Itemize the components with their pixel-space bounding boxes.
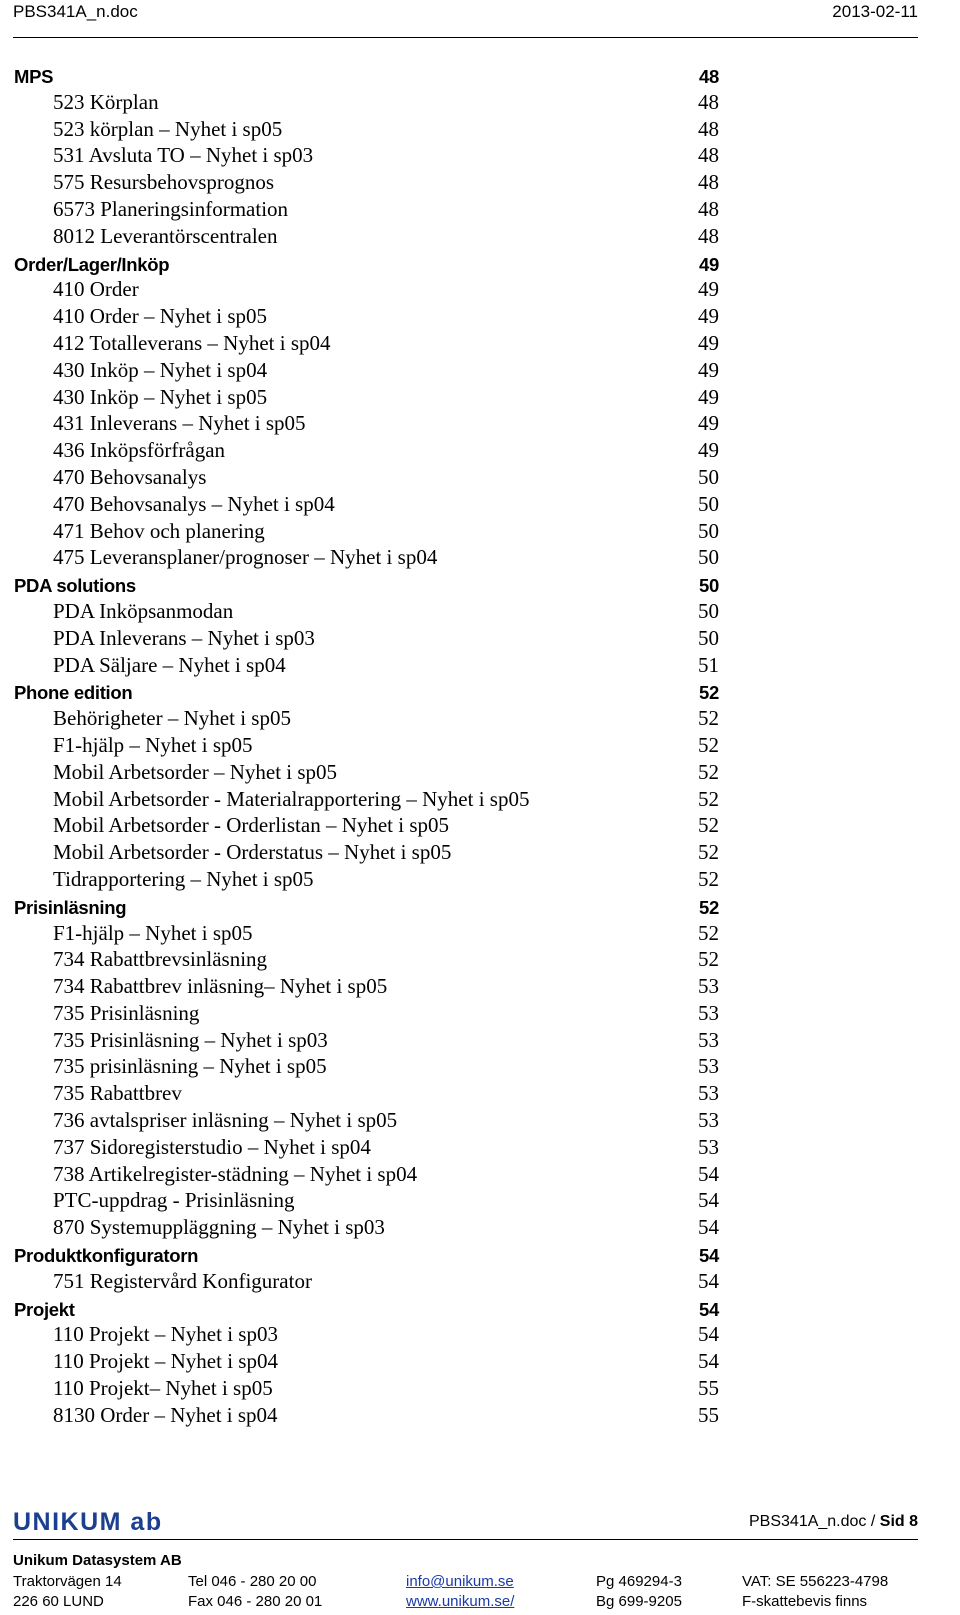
toc-page-number: 53 bbox=[698, 974, 719, 999]
toc-page-number: 49 bbox=[698, 438, 719, 463]
toc-title: Prisinläsning bbox=[14, 896, 127, 918]
tax-fskatt: F-skattebevis finns bbox=[742, 1593, 868, 1610]
header-date: 2013-02-11 bbox=[832, 2, 918, 21]
toc-title: Projekt bbox=[14, 1298, 75, 1320]
toc-page-number: 49 bbox=[698, 304, 719, 329]
toc-page-number: 50 bbox=[698, 518, 719, 543]
toc-title: Order/Lager/Inköp bbox=[14, 253, 170, 275]
phone-tel: Tel 046 - 280 20 00 bbox=[188, 1573, 317, 1590]
toc-entry[interactable] bbox=[14, 142, 719, 169]
toc-entry[interactable] bbox=[14, 1161, 719, 1188]
toc-page-number: 53 bbox=[698, 1081, 719, 1106]
toc-title: 430 Inköp – Nyhet i sp05 bbox=[53, 384, 268, 409]
toc-entry[interactable] bbox=[14, 491, 719, 518]
toc-page-number: 49 bbox=[698, 277, 719, 302]
toc-page-number: 52 bbox=[698, 920, 719, 945]
toc-page-number: 55 bbox=[698, 1402, 719, 1427]
toc-entry[interactable] bbox=[14, 1187, 719, 1214]
toc-page-number: 52 bbox=[698, 813, 719, 838]
toc-entry[interactable] bbox=[14, 1107, 719, 1134]
toc-heading[interactable] bbox=[14, 571, 719, 598]
toc-entry[interactable] bbox=[14, 973, 719, 1000]
toc-entry[interactable] bbox=[14, 625, 719, 652]
toc-title: 475 Leveransplaner/prognoser – Nyhet i sp04 bbox=[53, 545, 438, 570]
email-link[interactable]: info@unikum.se bbox=[406, 1573, 514, 1590]
giro-bg: Bg 699-9205 bbox=[596, 1593, 682, 1610]
toc-page-number: 48 bbox=[698, 89, 719, 114]
footer-divider bbox=[13, 1539, 918, 1540]
toc-title: Phone edition bbox=[14, 682, 133, 704]
toc-page-number: 52 bbox=[699, 896, 719, 918]
toc-title: MPS bbox=[14, 66, 54, 87]
toc-entry[interactable] bbox=[14, 732, 719, 759]
toc-entry[interactable] bbox=[14, 946, 719, 973]
toc-title: Mobil Arbetsorder - Orderstatus – Nyhet i sp05 bbox=[53, 840, 452, 865]
tax-vat: VAT: SE 556223-4798 bbox=[742, 1573, 889, 1590]
header-filename: PBS341A_n.doc bbox=[13, 2, 138, 21]
toc-title: Mobil Arbetsorder – Nyhet i sp05 bbox=[53, 759, 338, 784]
toc-title: 523 Körplan bbox=[53, 89, 159, 114]
toc-page-number: 48 bbox=[698, 223, 719, 248]
toc-title: Tidrapportering – Nyhet i sp05 bbox=[53, 866, 314, 891]
toc-title: 8012 Leverantörscentralen bbox=[53, 223, 278, 248]
page-header bbox=[13, 0, 918, 38]
toc-title: PDA Inköpsanmodan bbox=[53, 598, 234, 623]
toc-entry[interactable] bbox=[14, 303, 719, 330]
toc-page-number: 53 bbox=[698, 1108, 719, 1133]
toc-entry[interactable] bbox=[14, 410, 719, 437]
toc-page-number: 50 bbox=[698, 464, 719, 489]
toc-page-number: 48 bbox=[699, 66, 719, 87]
logo-text: UNIKUM ab bbox=[13, 1508, 163, 1535]
toc-page-number: 52 bbox=[698, 706, 719, 731]
toc-entry[interactable] bbox=[14, 1375, 719, 1402]
toc-page-number: 50 bbox=[699, 575, 719, 597]
toc-title: 470 Behovsanalys bbox=[53, 464, 207, 489]
table-of-contents bbox=[14, 62, 719, 1429]
address-street: Traktorvägen 14 bbox=[13, 1573, 122, 1590]
toc-entry[interactable] bbox=[14, 223, 719, 250]
toc-page-number: 49 bbox=[698, 411, 719, 436]
toc-page-number: 54 bbox=[698, 1268, 719, 1293]
toc-page-number: 54 bbox=[698, 1215, 719, 1240]
toc-entry[interactable] bbox=[14, 759, 719, 786]
toc-heading[interactable] bbox=[14, 678, 719, 705]
toc-title: 870 Systemuppläggning – Nyhet i sp03 bbox=[53, 1215, 385, 1240]
toc-page-number: 54 bbox=[699, 1298, 719, 1320]
toc-page-number: 52 bbox=[698, 866, 719, 891]
toc-title: 8130 Order – Nyhet i sp04 bbox=[53, 1402, 278, 1427]
page-reference bbox=[749, 1513, 918, 1531]
toc-title: 471 Behov och planering bbox=[53, 518, 265, 543]
company-name: Unikum Datasystem AB bbox=[13, 1552, 182, 1569]
toc-page-number: 54 bbox=[698, 1322, 719, 1347]
toc-page-number: 53 bbox=[698, 1027, 719, 1052]
toc-page-number: 50 bbox=[698, 598, 719, 623]
toc-title: 735 Prisinläsning bbox=[53, 1000, 200, 1025]
toc-page-number: 54 bbox=[699, 1245, 719, 1267]
toc-title: Produktkonfiguratorn bbox=[14, 1245, 199, 1267]
toc-title: F1-hjälp – Nyhet i sp05 bbox=[53, 920, 253, 945]
toc-title: 738 Artikelregister-städning – Nyhet i sp04 bbox=[53, 1161, 418, 1186]
toc-page-number: 50 bbox=[698, 491, 719, 516]
toc-title: 751 Registervård Konfigurator bbox=[53, 1268, 312, 1293]
toc-entry[interactable] bbox=[14, 330, 719, 357]
toc-entry[interactable] bbox=[14, 598, 719, 625]
toc-entry[interactable] bbox=[14, 1080, 719, 1107]
toc-title: 431 Inleverans – Nyhet i sp05 bbox=[53, 411, 306, 436]
toc-entry[interactable] bbox=[14, 518, 719, 545]
toc-page-number: 54 bbox=[698, 1161, 719, 1186]
toc-page-number: 49 bbox=[698, 384, 719, 409]
toc-page-number: 52 bbox=[698, 732, 719, 757]
footer-phone bbox=[188, 1572, 322, 1612]
toc-title: Behörigheter – Nyhet i sp05 bbox=[53, 706, 291, 731]
toc-page-number: 54 bbox=[698, 1188, 719, 1213]
toc-entry[interactable] bbox=[14, 1214, 719, 1241]
toc-title: 110 Projekt – Nyhet i sp03 bbox=[53, 1322, 278, 1347]
footer-contact bbox=[406, 1572, 514, 1612]
toc-entry[interactable] bbox=[14, 89, 719, 116]
toc-page-number: 52 bbox=[698, 759, 719, 784]
toc-entry[interactable] bbox=[14, 437, 719, 464]
footer-tax bbox=[742, 1572, 888, 1612]
toc-entry[interactable] bbox=[14, 464, 719, 491]
toc-entry[interactable] bbox=[14, 357, 719, 384]
toc-title: 734 Rabattbrev inläsning– Nyhet i sp05 bbox=[53, 974, 388, 999]
toc-title: 110 Projekt – Nyhet i sp04 bbox=[53, 1349, 278, 1374]
toc-entry[interactable] bbox=[14, 705, 719, 732]
toc-title: 735 prisinläsning – Nyhet i sp05 bbox=[53, 1054, 327, 1079]
toc-page-number: 53 bbox=[698, 1134, 719, 1159]
toc-title: 523 körplan – Nyhet i sp05 bbox=[53, 116, 283, 141]
toc-page-number: 54 bbox=[698, 1349, 719, 1374]
toc-entry[interactable] bbox=[14, 1000, 719, 1027]
toc-title: 737 Sidoregisterstudio – Nyhet i sp04 bbox=[53, 1134, 371, 1159]
toc-page-number: 53 bbox=[698, 1054, 719, 1079]
toc-entry[interactable] bbox=[14, 169, 719, 196]
toc-page-number: 52 bbox=[698, 786, 719, 811]
toc-entry[interactable] bbox=[14, 920, 719, 947]
toc-entry[interactable] bbox=[14, 544, 719, 571]
toc-page-number: 52 bbox=[699, 682, 719, 704]
toc-entry[interactable] bbox=[14, 1027, 719, 1054]
toc-title: PDA Inleverans – Nyhet i sp03 bbox=[53, 625, 315, 650]
toc-page-number: 50 bbox=[698, 625, 719, 650]
toc-title: 110 Projekt– Nyhet i sp05 bbox=[53, 1376, 273, 1401]
unikum-logo bbox=[13, 1507, 238, 1535]
toc-title: 531 Avsluta TO – Nyhet i sp03 bbox=[53, 143, 314, 168]
toc-heading[interactable] bbox=[14, 893, 719, 920]
toc-title: PTC-uppdrag - Prisinläsning bbox=[53, 1188, 295, 1213]
toc-page-number: 48 bbox=[698, 170, 719, 195]
toc-entry[interactable] bbox=[14, 1348, 719, 1375]
toc-entry[interactable] bbox=[14, 839, 719, 866]
toc-title: 430 Inköp – Nyhet i sp04 bbox=[53, 357, 268, 382]
toc-page-number: 50 bbox=[698, 545, 719, 570]
toc-title: 436 Inköpsförfrågan bbox=[53, 438, 226, 463]
toc-entry[interactable] bbox=[14, 1402, 719, 1429]
page-ref-sid: Sid 8 bbox=[879, 1513, 918, 1530]
toc-title: Mobil Arbetsorder - Materialrapportering – Nyhet i sp05 bbox=[53, 786, 530, 811]
toc-page-number: 52 bbox=[698, 840, 719, 865]
toc-page-number: 48 bbox=[698, 116, 719, 141]
toc-title: 575 Resursbehovsprognos bbox=[53, 170, 275, 195]
toc-title: PDA solutions bbox=[14, 575, 136, 597]
toc-heading[interactable] bbox=[14, 250, 719, 277]
giro-pg: Pg 469294-3 bbox=[596, 1573, 682, 1590]
phone-fax: Fax 046 - 280 20 01 bbox=[188, 1593, 323, 1610]
toc-title: F1-hjälp – Nyhet i sp05 bbox=[53, 732, 253, 757]
toc-entry[interactable] bbox=[14, 116, 719, 143]
toc-title: 410 Order bbox=[53, 277, 139, 302]
toc-entry[interactable] bbox=[14, 1268, 719, 1295]
toc-page-number: 53 bbox=[698, 1000, 719, 1025]
toc-title: PDA Säljare – Nyhet i sp04 bbox=[53, 652, 286, 677]
page-ref-file: PBS341A_n.doc / bbox=[749, 1513, 880, 1530]
toc-heading[interactable] bbox=[14, 62, 719, 89]
toc-entry[interactable] bbox=[14, 384, 719, 411]
toc-entry[interactable] bbox=[14, 196, 719, 223]
toc-page-number: 48 bbox=[698, 143, 719, 168]
toc-page-number: 48 bbox=[698, 196, 719, 221]
toc-title: Mobil Arbetsorder - Orderlistan – Nyhet i sp05 bbox=[53, 813, 450, 838]
toc-page-number: 51 bbox=[698, 652, 719, 677]
toc-title: 734 Rabattbrevsinläsning bbox=[53, 947, 268, 972]
toc-title: 736 avtalspriser inläsning – Nyhet i sp05 bbox=[53, 1108, 398, 1133]
toc-page-number: 49 bbox=[698, 330, 719, 355]
toc-page-number: 49 bbox=[699, 253, 719, 275]
toc-entry[interactable] bbox=[14, 652, 719, 679]
toc-title: 470 Behovsanalys – Nyhet i sp04 bbox=[53, 491, 335, 516]
toc-heading[interactable] bbox=[14, 1241, 719, 1268]
toc-title: 6573 Planeringsinformation bbox=[53, 196, 289, 221]
toc-heading[interactable] bbox=[14, 1295, 719, 1322]
toc-entry[interactable] bbox=[14, 866, 719, 893]
toc-entry[interactable] bbox=[14, 812, 719, 839]
toc-entry[interactable] bbox=[14, 276, 719, 303]
toc-title: 735 Rabattbrev bbox=[53, 1081, 182, 1106]
toc-title: 735 Prisinläsning – Nyhet i sp03 bbox=[53, 1027, 328, 1052]
website-link[interactable]: www.unikum.se/ bbox=[406, 1593, 515, 1610]
address-city: 226 60 LUND bbox=[13, 1593, 104, 1610]
toc-entry[interactable] bbox=[14, 786, 719, 813]
toc-title: 412 Totalleverans – Nyhet i sp04 bbox=[53, 330, 331, 355]
toc-entry[interactable] bbox=[14, 1134, 719, 1161]
toc-page-number: 52 bbox=[698, 947, 719, 972]
toc-page-number: 55 bbox=[698, 1376, 719, 1401]
toc-page-number: 49 bbox=[698, 357, 719, 382]
footer-giro bbox=[596, 1572, 682, 1612]
toc-entry[interactable] bbox=[14, 1053, 719, 1080]
toc-title: 410 Order – Nyhet i sp05 bbox=[53, 304, 268, 329]
toc-entry[interactable] bbox=[14, 1321, 719, 1348]
footer-address bbox=[13, 1572, 122, 1612]
